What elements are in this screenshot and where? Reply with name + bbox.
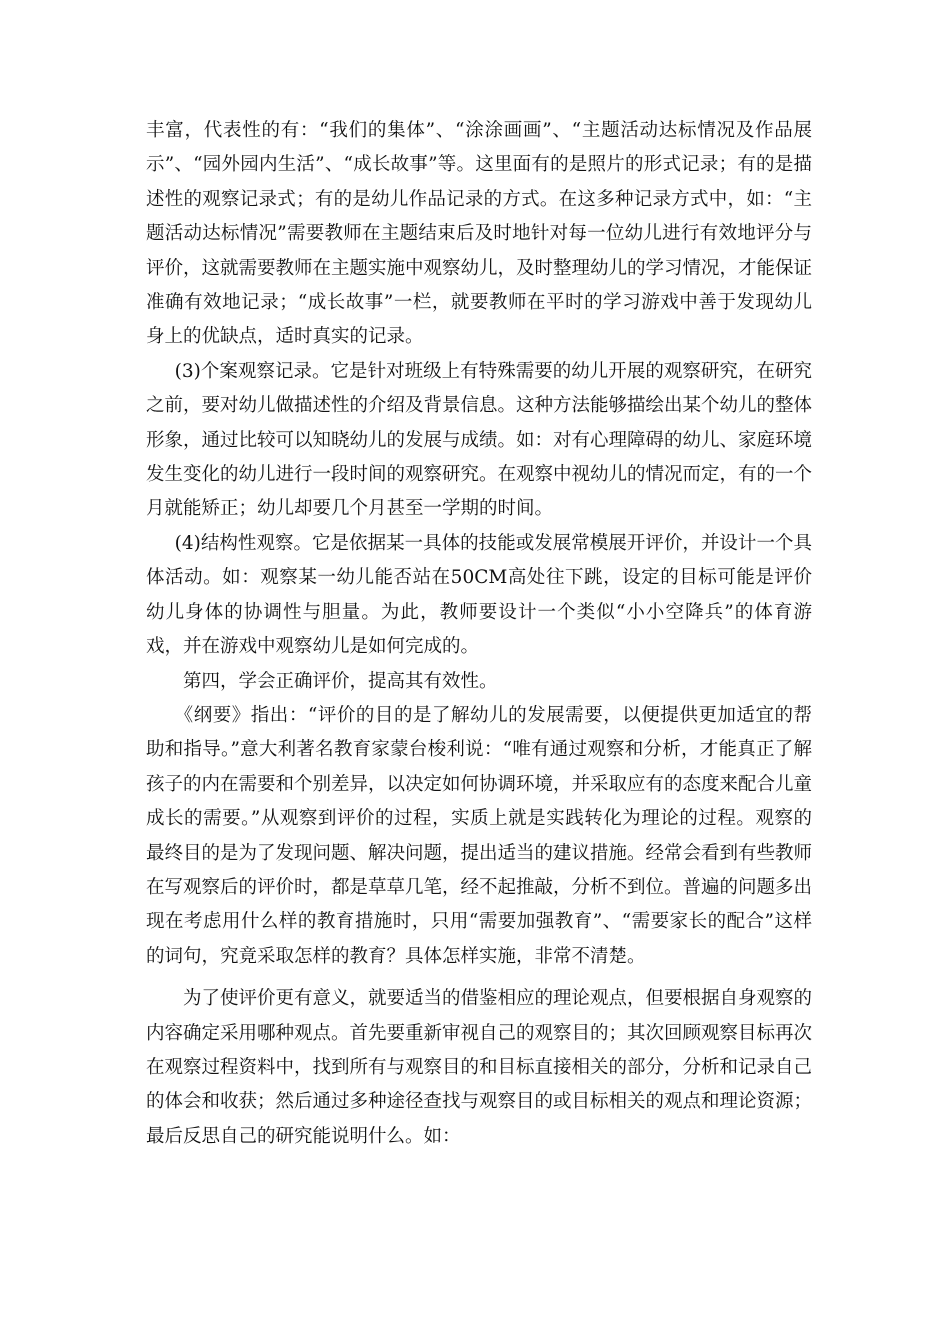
paragraph-guideline-quote: 《纲要》指出：“评价的目的是了解幼儿的发展需要，以便提供更加适宜的帮助和指导。”意大利著名教育家蒙台梭利说：“唯有通过观察和分析，才能真正了解孩子的内在需要和个别差异，以决定如何协调环境，并采取应有的态度来配合儿童成长的需要。”从观察到评价的过程，实质上就是实践转化为理论的过程。观察的最终目的是为了发现问题、解决问题，提出适当的建议措施。经常会看到有些教师在写观察后的评价时，都是草草几笔，经不起推敲，分析不到位。普遍的问题多出现在考虑用什么样的教育措施时，只用“需要加强教育”、“需要家长的配合”这样的词句，究竟采取怎样的教育？具体怎样实施，非常不清楚。 [146,704,813,967]
paragraph-record-types: 丰富，代表性的有：“我们的集体”、“涂涂画画”、“主题活动达标情况及作品展示”、“园外园内生活”、“成长故事”等。这里面有的是照片的形式记录；有的是描述性的观察记录式；有的是幼儿作品记录的方式。在这多种记录方式中，如：“主题活动达标情况”需要教师在主题结束后及时地针对每一位幼儿进行有效地评分与评价，这就需要教师在主题实施中观察幼儿，及时整理幼儿的学习情况，才能保证准确有效地记录；“成长故事”一栏，就要教师在平时的学习游戏中善于发现幼儿身上的优缺点，适时真实的记录。 [146,120,813,348]
document-body [146,114,812,1154]
paragraph-evaluation-method: 为了使评价更有意义，就要适当的借鉴相应的理论观点，但要根据自身观察的内容确定采用哪种观点。首先要重新审视自己的观察目的；其次回顾观察目标再次在观察过程资料中，找到所有与观察目的和目标直接相关的部分，分析和记录自己的体会和收获；然后通过多种途径查找与观察目的或目标相关的观点和理论资源；最后反思自己的研究能说明什么。如： [146,988,813,1147]
paragraph-structured-observation: (4)结构性观察。它是依据某一具体的技能或发展常模展开评价，并设计一个具体活动。如：观察某一幼儿能否站在50CM高处往下跳，设定的目标可能是评价幼儿身体的协调性与胆量。为此，教师要设计一个类似“小小空降兵”的体育游戏，并在游戏中观察幼儿是如何完成的。 [146,532,812,658]
section-heading-fourth: 第四，学会正确评价，提高其有效性。 [183,670,498,692]
paragraph-case-observation: (3)个案观察记录。它是针对班级上有特殊需要的幼儿开展的观察研究，在研究之前，要对幼儿做描述性的介绍及背景信息。这种方法能够描绘出某个幼儿的整体形象，通过比较可以知晓幼儿的发展与成绩。如：对有心理障碍的幼儿、家庭环境发生变化的幼儿进行一段时间的观察研究。在观察中视幼儿的情况而定，有的一个月就能矫正；幼儿却要几个月甚至一学期的时间。 [146,360,813,520]
